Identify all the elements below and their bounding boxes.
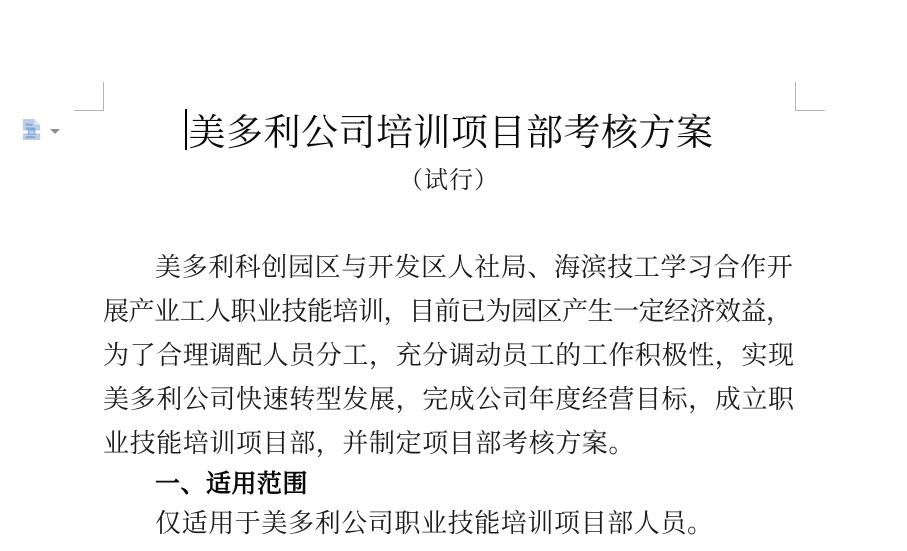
margin-crop-mark-top-left [74, 82, 104, 111]
paragraph-line[interactable]: 美多利公司快速转型发展，完成公司年度经营目标，成立职 [103, 385, 795, 414]
paragraph-line[interactable]: 展产业工人职业技能培训，目前已为园区产生一定经济效益， [103, 297, 792, 326]
intro-paragraph[interactable] [103, 246, 803, 466]
paragraph-line[interactable]: 业技能培训项目部，并制定项目部考核方案。 [103, 429, 636, 458]
paragraph-line[interactable]: 美多利科创园区与开发区人社局、海滨技工学习合作开 [155, 253, 794, 282]
section-heading-scope[interactable]: 一、适用范围 [155, 470, 309, 498]
text-cursor-caret [185, 109, 187, 150]
margin-crop-mark-top-right [795, 82, 825, 111]
document-title[interactable]: 美多利公司培训项目部考核方案 [188, 112, 714, 153]
scope-paragraph[interactable]: 仅适用于美多利公司职业技能培训项目部人员。 [155, 509, 714, 538]
paragraph-line[interactable]: 为了合理调配人员分工，充分调动员工的工作积极性，实现 [103, 341, 795, 370]
paste-options-button[interactable] [20, 118, 60, 141]
paste-options-icon [20, 118, 43, 141]
document-subtitle[interactable]: （试行） [399, 168, 499, 194]
title-row [103, 106, 795, 152]
dropdown-arrow-icon [50, 129, 60, 134]
